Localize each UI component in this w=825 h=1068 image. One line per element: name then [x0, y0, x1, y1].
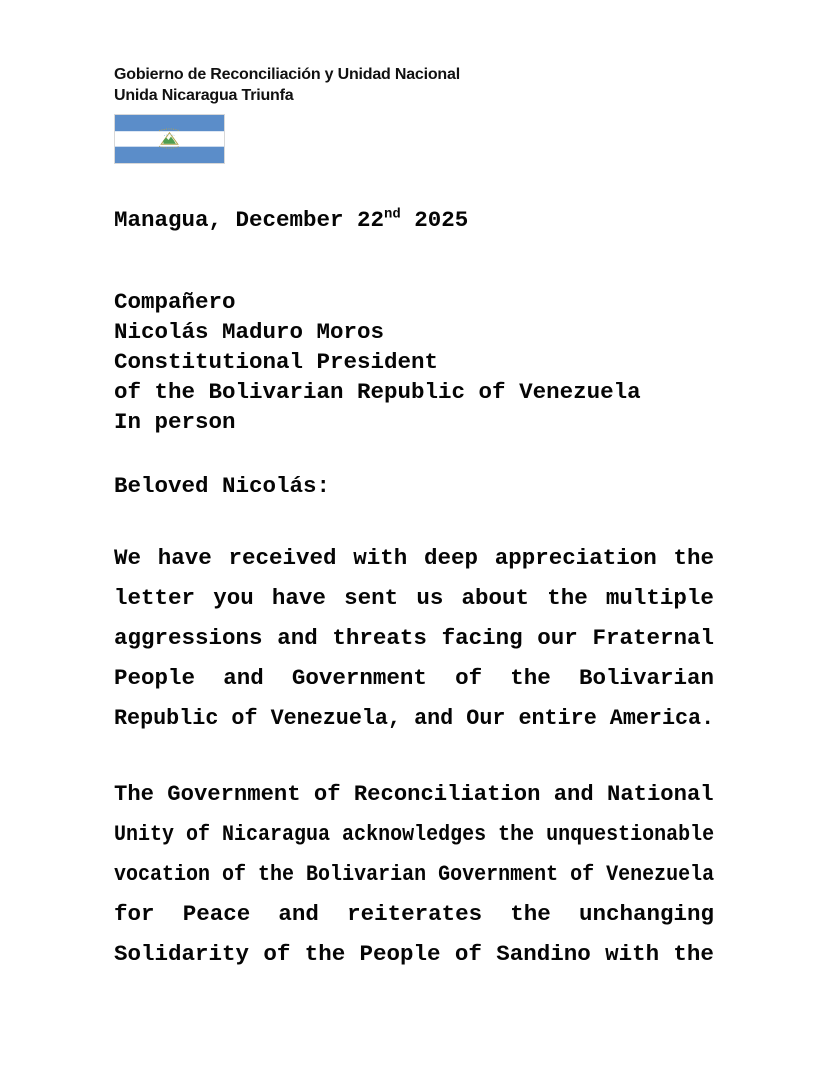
date-suffix: 2025: [400, 207, 469, 233]
salutation: Beloved Nicolás:: [114, 473, 331, 499]
nicaragua-flag-svg: [115, 115, 224, 163]
flag-stripe-top: [115, 115, 224, 131]
letter-paragraph-1: [114, 538, 714, 738]
letterhead: [114, 64, 460, 106]
flag-stripe-bottom: [115, 147, 224, 163]
letterhead-line-2: Unida Nicaragua Triunfa: [114, 87, 294, 104]
text-line: The Government of Reconciliation and National: [114, 781, 714, 807]
text-line: of the Bolivarian Republic of Venezuela: [114, 379, 641, 405]
text-line: letter you have sent us about the multiple: [114, 585, 714, 611]
text-line: Nicolás Maduro Moros: [114, 319, 385, 345]
text-line: In person: [114, 409, 236, 435]
text-line: Unity of Nicaragua acknowledges the unquestionable: [114, 821, 715, 847]
text-line: vocation of the Bolivarian Government of Venezuela: [114, 861, 715, 887]
text-line: for Peace and reiterates the unchanging: [114, 901, 714, 927]
text-line: Republic of Venezuela, and Our entire America.: [114, 705, 715, 731]
recipient-address-block: [114, 287, 641, 437]
nicaragua-flag-image: [114, 114, 225, 164]
letter-paragraph-2: [114, 774, 714, 974]
text-line: We have received with deep appreciation the: [114, 545, 714, 571]
letterhead-line-1: Gobierno de Reconciliación y Unidad Nacional: [114, 66, 460, 83]
text-line: Solidarity of the People of Sandino with the: [114, 941, 714, 967]
text-line: aggressions and threats facing our Fraternal: [114, 625, 714, 651]
date-line: [114, 205, 468, 235]
date-prefix: Managua, December 22: [114, 207, 385, 233]
date-ordinal-superscript: nd: [384, 206, 401, 223]
text-line: People and Government of the Bolivarian: [114, 665, 714, 691]
text-line: Compañero: [114, 289, 236, 315]
text-line: Constitutional President: [114, 349, 439, 375]
